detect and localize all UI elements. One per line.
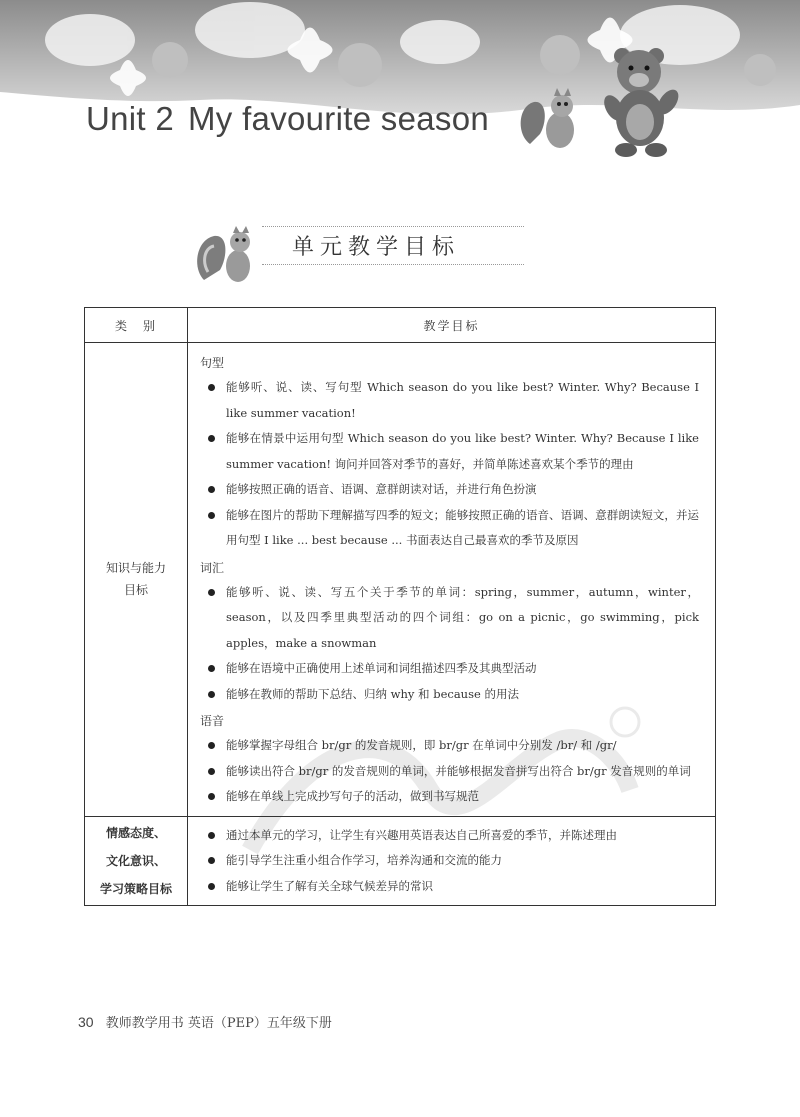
divider	[262, 226, 524, 227]
page-footer	[78, 1012, 332, 1031]
list-item: 能够让学生了解有关全球气候差异的常识	[200, 874, 699, 900]
category-line: 文化意识、	[105, 853, 166, 868]
unit-title	[86, 100, 489, 138]
bear-icon	[600, 42, 682, 160]
goals-cell	[188, 343, 716, 817]
unit-label: Unit 2	[86, 100, 175, 137]
list-item: 能够听、说、读、写句型 Which season do you like best? Winter. Why? Because I like summer vacation!	[200, 375, 699, 426]
goals-cell	[188, 816, 716, 906]
list-item: 能引导学生注重小组合作学习，培养沟通和交流的能力	[200, 848, 699, 874]
column-header: 教学目标	[188, 308, 716, 343]
table-row	[85, 343, 716, 817]
list-item: 能够听、说、读、写五个关于季节的单词：spring，summer，autumn，winter，season，以及四季里典型活动的四个词组：go on a picnic，go swimming，pick apples，make a snowman	[200, 580, 699, 657]
group-heading: 句型	[200, 356, 225, 370]
squirrel-icon	[194, 222, 264, 292]
unit-name: My favourite season	[188, 100, 490, 137]
category-line: 情感态度、	[105, 825, 166, 840]
list-item: 通过本单元的学习，让学生有兴趣用英语表达自己所喜爱的季节，并陈述理由	[200, 823, 699, 849]
teaching-goals-table	[84, 307, 716, 906]
squirrel-icon	[516, 84, 586, 160]
list-item: 能够在教师的帮助下总结、归纳 why 和 because 的用法	[200, 682, 699, 708]
category-line: 目标	[123, 583, 148, 598]
column-header: 类 别	[85, 308, 188, 343]
list-item: 能够在语境中正确使用上述单词和词组描述四季及其典型活动	[200, 656, 699, 682]
group-heading: 词汇	[200, 560, 225, 575]
list-item: 能够按照正确的语音、语调、意群朗读对话，并进行角色扮演	[200, 477, 699, 503]
page-number: 30	[78, 1014, 94, 1030]
list-item: 能够在单线上完成抄写句子的活动，做到书写规范	[200, 784, 699, 810]
category-cell	[85, 343, 188, 817]
table-row	[85, 816, 716, 906]
book-title: 教师教学用书 英语（PEP）五年级下册	[105, 1016, 332, 1031]
section-title: 单元教学目标	[292, 235, 461, 260]
list-item: 能够在情景中运用句型 Which season do you like best? Winter. Why? Because I like summer vacation! 询问并回答对季节的喜好，并简单陈述喜欢某个季节的理由	[200, 426, 699, 477]
table-header-row	[85, 308, 716, 343]
category-line: 学习策略目标	[99, 881, 172, 896]
category-line: 知识与能力	[105, 561, 166, 576]
group-heading: 语音	[200, 714, 225, 728]
list-item: 能够在图片的帮助下理解描写四季的短文；能够按照正确的语音、语调、意群朗读短文，并运用句型 I like ... best because ... 书面表达自己最喜欢的季节及原因	[200, 503, 699, 554]
divider	[262, 264, 524, 265]
category-cell	[85, 816, 188, 906]
list-item: 能够读出符合 br/gr 的发音规则的单词，并能够根据发音拼写出符合 br/gr 发音规则的单词	[200, 759, 699, 785]
list-item: 能够掌握字母组合 br/gr 的发音规则，即 br/gr 在单词中分别发 /br/ 和 /gr/	[200, 733, 699, 759]
